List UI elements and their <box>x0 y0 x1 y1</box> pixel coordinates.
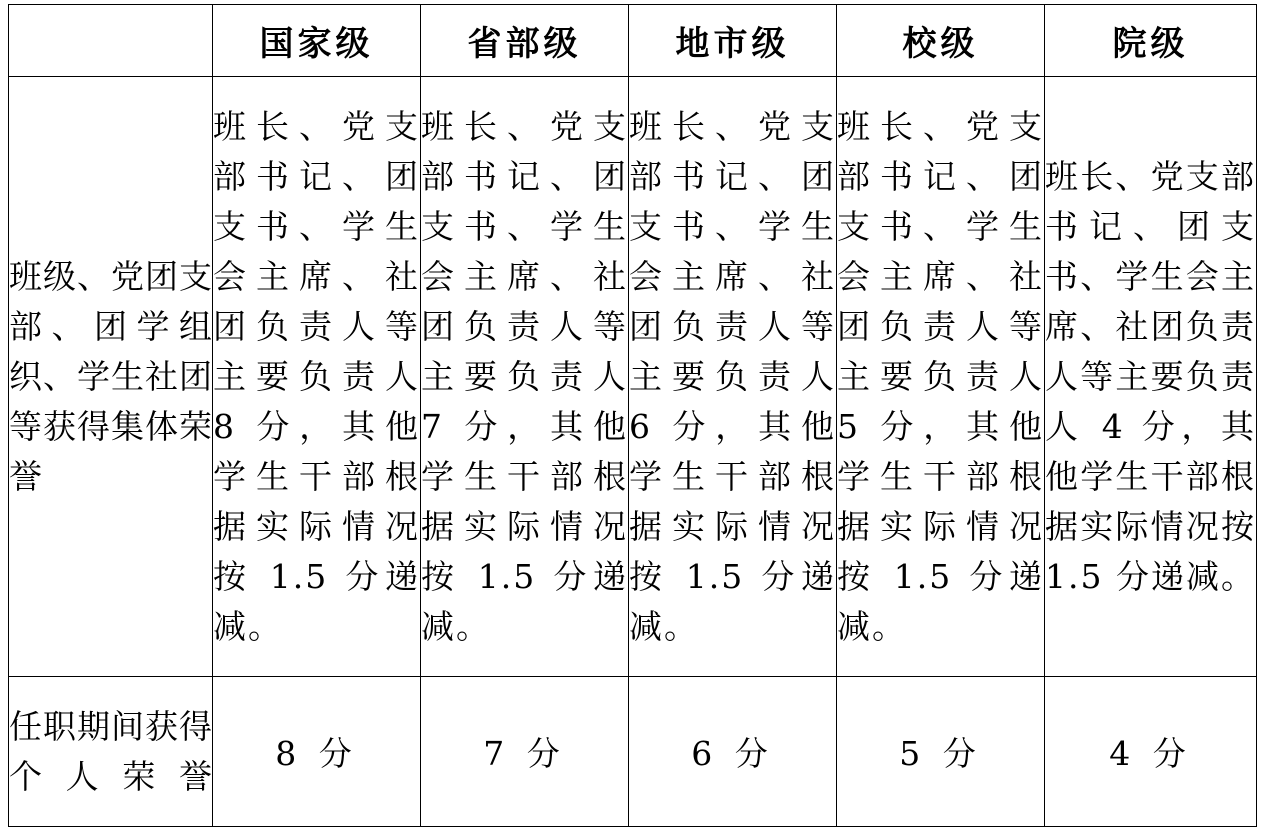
rule-text: 班长、党支部书记、团支书、学生会主席、社团负责人等主要负责人 6 分，其他学生干部根据实际情况按 1.5 分递减。 <box>629 106 836 646</box>
row-label-personal-honor: 任职期间获得个人荣誉 <box>9 677 213 827</box>
header-municipal-level: 地市级 <box>629 5 837 77</box>
corner-header-cell <box>9 5 213 77</box>
rule-text: 班长、党支部书记、团支书、学生会主席、社团负责人等主要负责人 4 分，其他学生干部根据实际情况按 1.5 分递减。 <box>1045 156 1256 596</box>
rule-cell-provincial <box>421 77 629 677</box>
score-cell-school: 5 分 <box>837 677 1045 827</box>
row-label-collective-honor: 班级、党团支部、团学组织、学生社团等获得集体荣誉 <box>9 77 213 677</box>
header-college-level: 院级 <box>1045 5 1257 77</box>
score-cell-national: 8 分 <box>213 677 421 827</box>
rule-cell-school <box>837 77 1045 677</box>
score-cell-college: 4 分 <box>1045 677 1257 827</box>
header-provincial-level: 省部级 <box>421 5 629 77</box>
table-row-collective-honor <box>9 77 1257 677</box>
honor-score-table <box>8 4 1257 827</box>
score-cell-municipal: 6 分 <box>629 677 837 827</box>
header-row <box>9 5 1257 77</box>
rule-cell-national <box>213 77 421 677</box>
rule-text: 班长、党支部书记、团支书、学生会主席、社团负责人等主要负责人 8 分，其他学生干部根据实际情况按 1.5 分递减。 <box>213 106 420 646</box>
header-school-level: 校级 <box>837 5 1045 77</box>
header-national-level: 国家级 <box>213 5 421 77</box>
rule-cell-college <box>1045 77 1257 677</box>
rule-text: 班长、党支部书记、团支书、学生会主席、社团负责人等主要负责人 7 分，其他学生干部根据实际情况按 1.5 分递减。 <box>421 106 628 646</box>
score-cell-provincial: 7 分 <box>421 677 629 827</box>
table-row-personal-honor <box>9 677 1257 827</box>
rule-text: 班长、党支部书记、团支书、学生会主席、社团负责人等主要负责人 5 分，其他学生干部根据实际情况按 1.5 分递减。 <box>837 106 1044 646</box>
rule-cell-municipal <box>629 77 837 677</box>
